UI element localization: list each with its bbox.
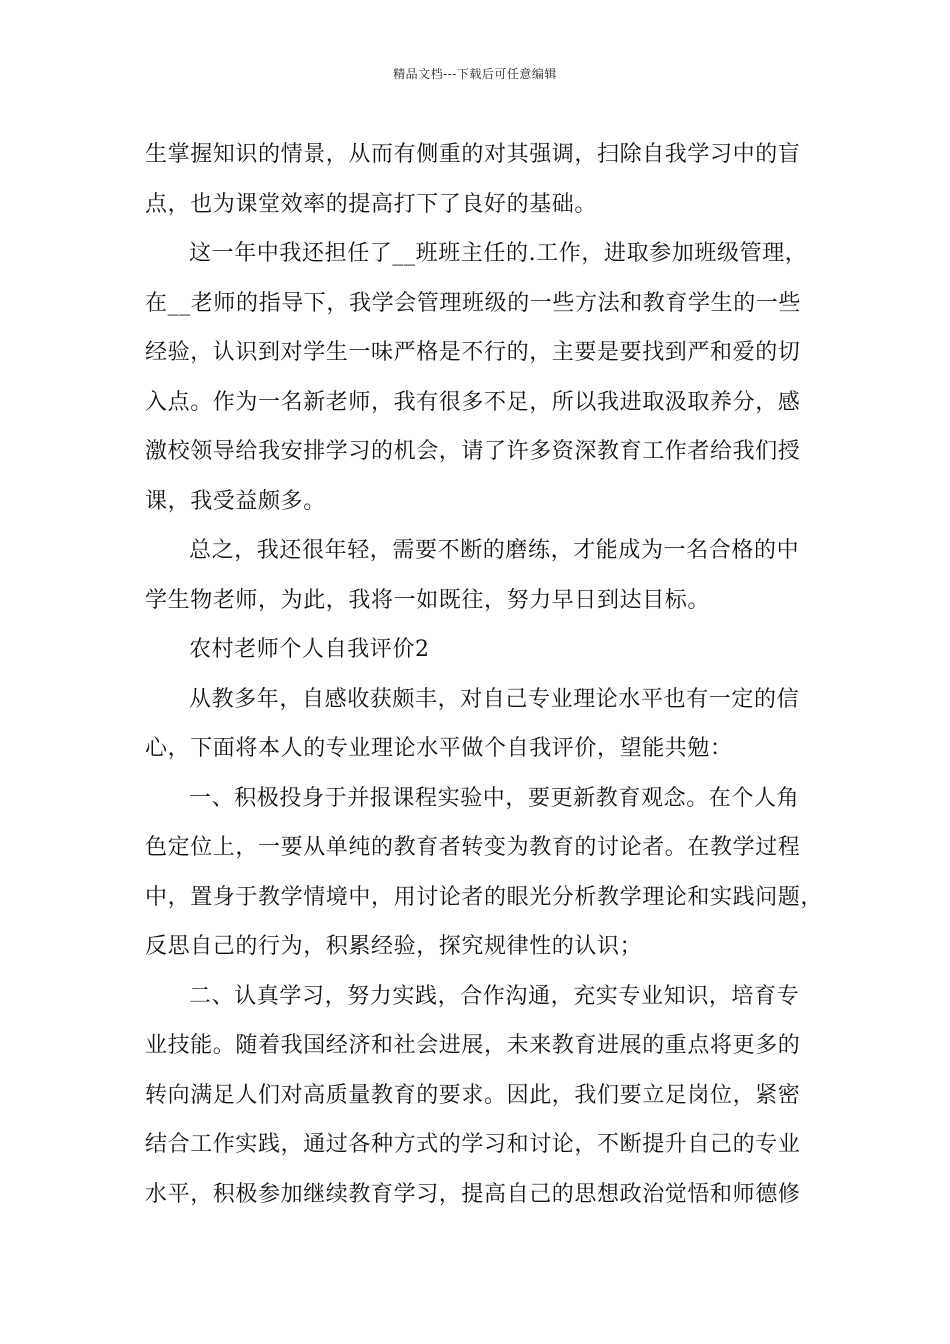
paragraph-start-line: 这一年中我还担任了__班班主任的.工作，进取参加班级管理， bbox=[189, 241, 808, 266]
paragraph-start-line: 二、认真学习，努力实践，合作沟通，充实专业知识，培育专 bbox=[189, 983, 800, 1009]
page-header: 精品文档---下载后可任意编辑 bbox=[393, 67, 557, 81]
text-line: 色定位上，一要从单纯的教育者转变为教育的讨论者。在教学过程 bbox=[145, 835, 801, 860]
text-line: 经验，认识到对学生一味严格是不行的，主要是要找到严和爱的切 bbox=[145, 340, 801, 365]
text-line: 转向满足人们对高质量教育的要求。因此，我们要立足岗位，紧密 bbox=[145, 1082, 801, 1108]
text-line: 水平，积极参加继续教育学习，提高自己的思想政治觉悟和师德修 bbox=[145, 1181, 801, 1207]
text-line: 学生物老师，为此，我将一如既往，努力早日到达目标。 bbox=[145, 587, 711, 613]
text-line: 业技能。随着我国经济和社会进展，未来教育进展的重点将更多的 bbox=[145, 1033, 801, 1058]
section-heading: 农村老师个人自我评价2 bbox=[189, 637, 430, 662]
text-line: 生掌握知识的情景，从而有侧重的对其强调，扫除自我学习中的盲 bbox=[145, 142, 801, 167]
paragraph-start-line: 一、积极投身于并报课程实验中，要更新教育观念。在个人角 bbox=[189, 785, 800, 811]
document-body bbox=[145, 130, 825, 1219]
text-line: 心，下面将本人的专业理论水平做个自我评价，望能共勉： bbox=[145, 736, 733, 761]
text-line: 点，也为课堂效率的提高打下了良好的基础。 bbox=[145, 191, 598, 217]
paragraph-start-line: 总之，我还很年轻，需要不断的磨练，才能成为一名合格的中 bbox=[189, 538, 800, 563]
text-line: 中，置身于教学情境中，用讨论者的眼光分析教学理论和实践问题， bbox=[145, 884, 824, 910]
text-line: 课，我受益颇多。 bbox=[145, 488, 326, 514]
paragraph-start-line: 从教多年，自感收获颇丰，对自己专业理论水平也有一定的信 bbox=[189, 686, 800, 712]
text-line: 入点。作为一名新老师，我有很多不足，所以我进取汲取养分，感 bbox=[145, 389, 801, 415]
text-line: 在__老师的指导下，我学会管理班级的一些方法和教育学生的一些 bbox=[145, 290, 802, 316]
text-line: 激校领导给我安排学习的机会，请了许多资深教育工作者给我们授 bbox=[145, 439, 801, 464]
text-line: 反思自己的行为，积累经验，探究规律性的认识； bbox=[145, 934, 643, 959]
text-line: 结合工作实践，通过各种方式的学习和讨论，不断提升自己的专业 bbox=[145, 1132, 801, 1157]
